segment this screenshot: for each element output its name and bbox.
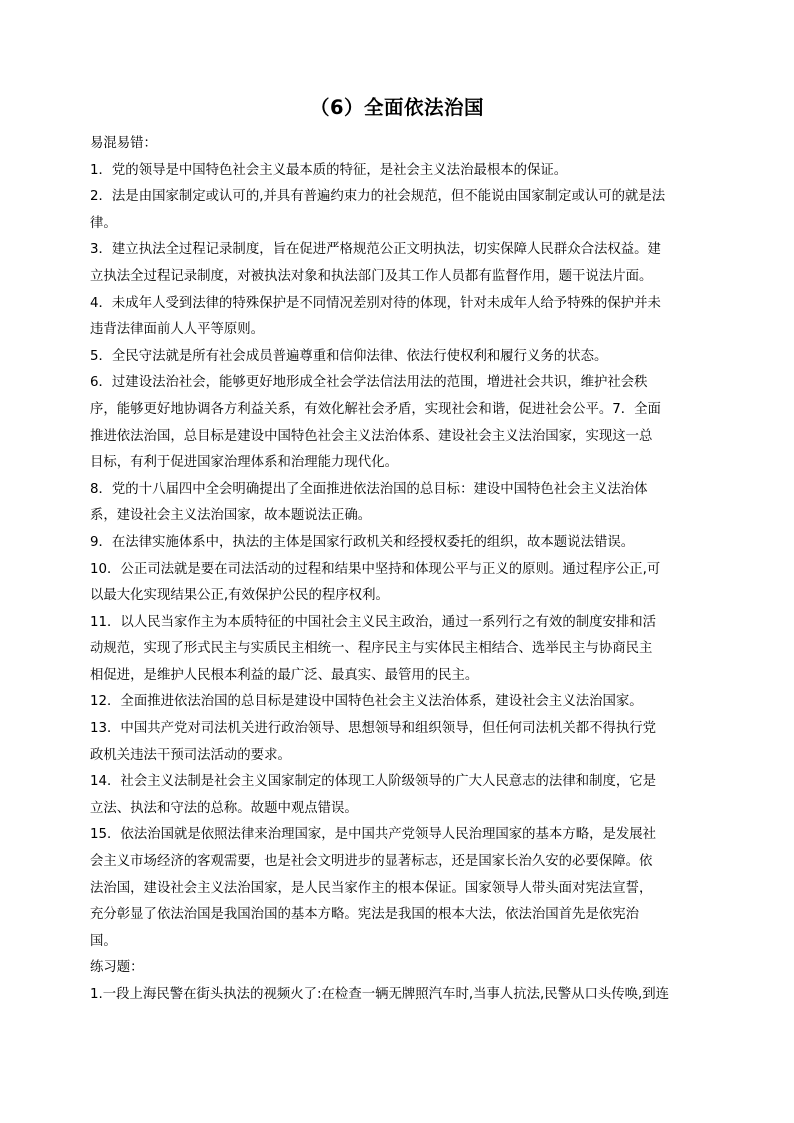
text-line: 1.一段上海民警在街头执法的视频火了:在检查一辆无牌照汽车时,当事人抗法,民警从口头传唤,到连 bbox=[90, 987, 670, 1002]
text-line: 充分彰显了依法治国是我国治国的基本方略。宪法是我国的根本大法，依法治国首先是依宪治 bbox=[90, 907, 640, 923]
text-line: 5．全民守法就是所有社会成员普遍尊重和信仰法律、依法行使权利和履行义务的状态。 bbox=[90, 348, 608, 364]
text-line: 序，能够更好地协调各方利益关系，有效化解社会矛盾，实现社会和谐，促进社会公平。7．全面 bbox=[90, 401, 661, 417]
text-line: 11．以人民当家作主为本质特征的中国社会主义民主政治，通过一系列行之有效的制度安排和活 bbox=[90, 614, 657, 630]
text-line: 15．依法治国就是依照法律来治理国家，是中国共产党领导人民治理国家的基本方略，是发展社 bbox=[90, 827, 657, 843]
text-line: 14．社会主义法制是社会主义国家制定的体现工人阶级领导的广大人民意志的法律和制度，它是 bbox=[90, 774, 657, 790]
text-line: 9．在法律实施体系中，执法的主体是国家行政机关和经授权委托的组织，故本题说法错误。 bbox=[90, 534, 635, 550]
text-line: 1．党的领导是中国特色社会主义最本质的特征，是社会主义法治最根本的保证。 bbox=[90, 162, 568, 178]
text-line: 会主义市场经济的客观需要，也是社会文明进步的显著标志，还是国家长治久安的必要保障。依 bbox=[90, 854, 653, 870]
text-line: 政机关违法干预司法活动的要求。 bbox=[90, 747, 291, 763]
text-line: 10．公正司法就是要在司法活动的过程和结果中坚持和体现公平与正义的原则。通过程序公正,可 bbox=[90, 561, 661, 577]
text-line: 3．建立执法全过程记录制度，旨在促进严格规范公正文明执法，切实保障人民群众合法权益。建 bbox=[90, 242, 661, 258]
text-line: 违背法律面前人人平等原则。 bbox=[90, 322, 265, 338]
text-line: 推进依法治国，总目标是建设中国特色社会主义法治体系、建设社会主义法治国家，实现这一总 bbox=[90, 428, 653, 444]
text-line: 律。 bbox=[90, 215, 117, 231]
text-line: 4．未成年人受到法律的特殊保护是不同情况差别对待的体现，针对未成年人给予特殊的保护并未 bbox=[90, 295, 661, 311]
document-body bbox=[90, 131, 696, 1009]
text-line: 立法、执法和守法的总称。故题中观点错误。 bbox=[90, 800, 358, 816]
text-line: 目标，有利于促进国家治理体系和治理能力现代化。 bbox=[90, 455, 398, 471]
text-line: 13．中国共产党对司法机关进行政治领导、思想领导和组织领导，但任何司法机关都不得执行党 bbox=[90, 721, 657, 737]
text-line: 易混易错： bbox=[90, 136, 157, 151]
text-line: 法治国，建设社会主义法治国家，是人民当家作主的根本保证。国家领导人带头面对宪法宣誓， bbox=[90, 880, 653, 896]
text-line: 练习题： bbox=[90, 960, 144, 976]
text-line: 以最大化实现结果公正,有效保护公民的程序权利。 bbox=[90, 588, 389, 604]
text-line: 动规范，实现了形式民主与实质民主相统一、程序民主与实体民主相结合、选举民主与协商民主 bbox=[90, 641, 653, 657]
text-line: 2．法是由国家制定或认可的,并具有普遍约束力的社会规范，但不能说由国家制定或认可的就是法 bbox=[90, 189, 666, 205]
page-title: （6）全面依法治国 bbox=[309, 96, 485, 119]
text-line: 国。 bbox=[90, 933, 117, 949]
text-line: 12．全面推进依法治国的总目标是建设中国特色社会主义法治体系，建设社会主义法治国家。 bbox=[90, 694, 643, 710]
text-line: 立执法全过程记录制度，对被执法对象和执法部门及其工作人员都有监督作用，题干说法片面。 bbox=[90, 268, 653, 284]
text-line: 相促进，是维护人民根本利益的最广泛、最真实、最管用的民主。 bbox=[90, 667, 479, 683]
text-line: 系，建设社会主义法治国家，故本题说法正确。 bbox=[90, 508, 372, 524]
text-line: 8．党的十八届四中全会明确提出了全面推进依法治国的总目标：建设中国特色社会主义法治体 bbox=[90, 481, 648, 497]
text-line: 6．过建设法治社会，能够更好地形成全社会学法信法用法的范围，增进社会共识，维护社会秩 bbox=[90, 375, 648, 391]
